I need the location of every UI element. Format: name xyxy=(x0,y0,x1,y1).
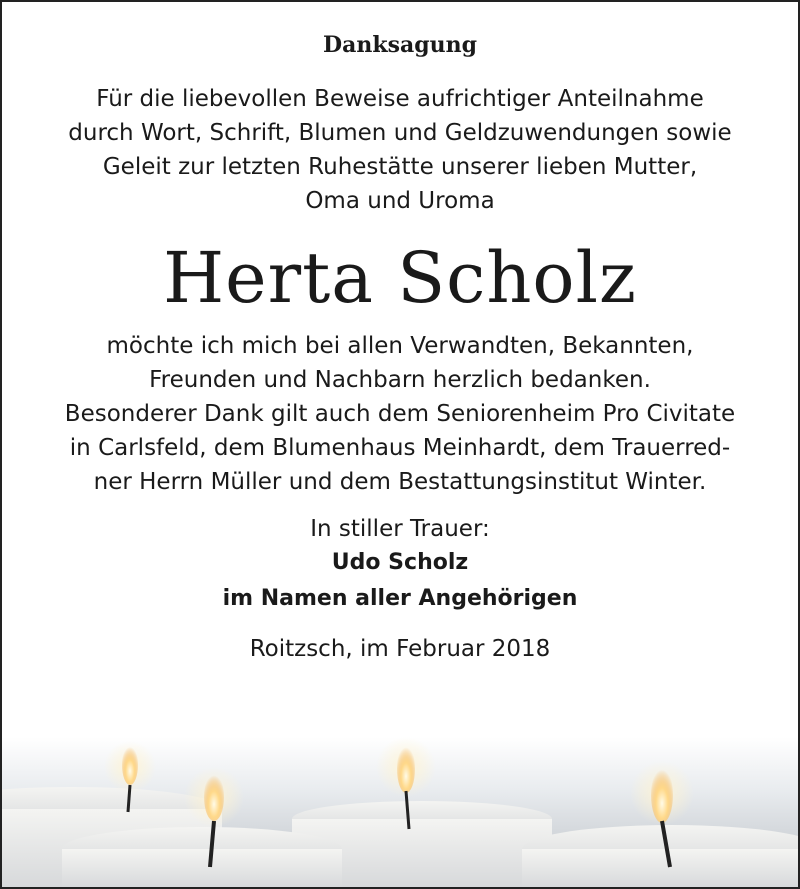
candles-photo xyxy=(2,737,798,887)
heading: Danksagung xyxy=(323,32,477,58)
place-date: Roitzsch, im Februar 2018 xyxy=(249,636,551,662)
intro-paragraph xyxy=(2,82,798,218)
signoff: In stiller Trauer: xyxy=(310,516,490,542)
body-line: ner Herrn Müller und dem Bestattungsinstitut Winter. xyxy=(93,469,707,495)
body-line: Besonderer Dank gilt auch dem Seniorenheim Pro Civitate xyxy=(64,401,736,427)
body-line: Freunden und Nachbarn herzlich bedanken. xyxy=(149,367,651,393)
intro-line: durch Wort, Schrift, Blumen und Geldzuwendungen sowie xyxy=(68,120,732,146)
body-line: möchte ich mich bei allen Verwandten, Bekannten, xyxy=(106,333,694,359)
body-line: in Carlsfeld, dem Blumenhaus Meinhardt, dem Trauerred- xyxy=(69,435,731,461)
body-paragraph xyxy=(2,329,798,499)
signer-name: Udo Scholz xyxy=(331,550,469,575)
intro-line: Für die liebevollen Beweise aufrichtiger Anteilnahme xyxy=(96,86,704,112)
deceased-name: Herta Scholz xyxy=(163,237,637,319)
intro-line: Oma und Uroma xyxy=(305,188,495,214)
intro-line: Geleit zur letzten Ruhestätte unserer lieben Mutter, xyxy=(102,154,698,180)
signer-note: im Namen aller Angehörigen xyxy=(222,586,578,611)
